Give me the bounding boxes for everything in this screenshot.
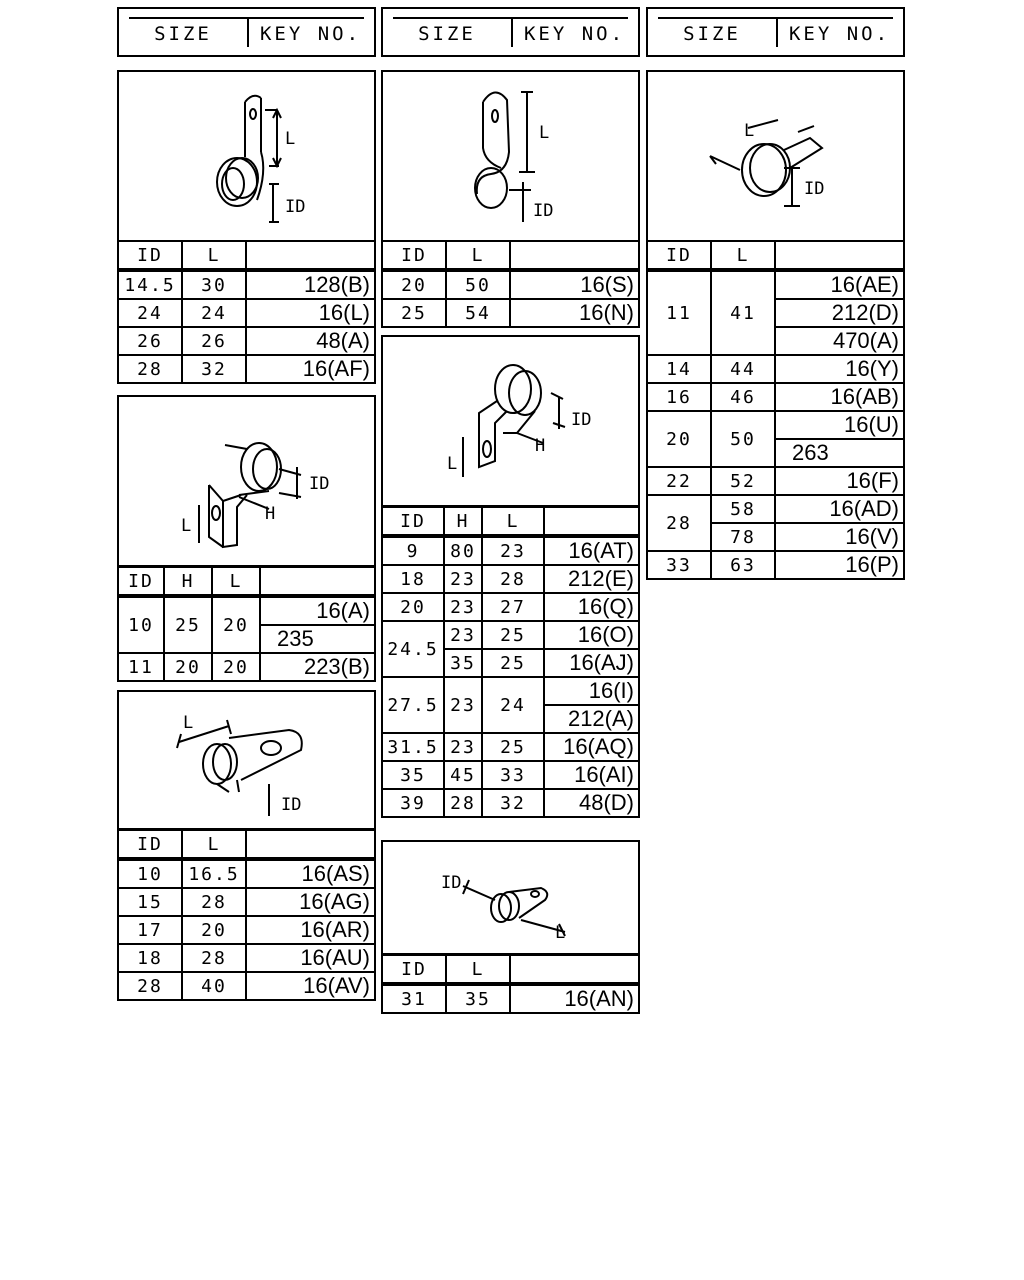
table-cell: 128(B) [246, 270, 375, 299]
size-header: SIZE [154, 23, 212, 45]
dim-l-label: L [183, 713, 194, 733]
column-header [510, 241, 639, 270]
key-no-header: KEY NO. [523, 23, 626, 45]
table-row [382, 984, 639, 1013]
table-cell: 16(AJ) [544, 649, 639, 677]
dim-id-label: ID [533, 201, 554, 221]
table-cell: 24 [118, 299, 182, 327]
table-cell: 58 [711, 495, 775, 523]
table-row [118, 859, 375, 888]
table-row [382, 761, 639, 789]
table-cell: 16(Y) [775, 355, 904, 383]
dim-id-label: ID [571, 410, 592, 430]
table-cell: 28 [118, 355, 182, 383]
col-id: ID [118, 241, 182, 270]
clamp-figure-4 [381, 70, 640, 242]
cushion-clamp-drawing [119, 692, 378, 832]
table-cell: 16 [647, 383, 711, 411]
clamp-figure-7 [646, 70, 905, 242]
key-no-header: KEY NO. [788, 23, 891, 45]
dim-l-label: L [181, 516, 192, 536]
table-cell: 16(AN) [510, 984, 639, 1013]
dim-l-label: L [744, 121, 755, 141]
table-cell: 16.5 [182, 859, 246, 888]
table-cell: 40 [182, 972, 246, 1000]
table-cell: 18 [382, 565, 444, 593]
table-cell: 23 [444, 677, 482, 733]
table-row [647, 551, 904, 579]
header-col-3 [646, 7, 905, 57]
table-row [647, 495, 904, 523]
table-cell: 16(P) [775, 551, 904, 579]
dim-l-label: L [285, 129, 296, 149]
table-row [118, 944, 375, 972]
column-header: ID [118, 830, 182, 859]
column-header [246, 830, 375, 859]
key-no-header: KEY NO. [259, 23, 362, 45]
table-row [118, 972, 375, 1000]
small-loop-clamp-drawing [383, 842, 642, 957]
table-cell: 223(B) [260, 653, 375, 681]
table-cell: 16(AR) [246, 916, 375, 944]
table-cell: 10 [118, 859, 182, 888]
table-row [382, 733, 639, 761]
table-cell: 46 [711, 383, 775, 411]
dim-l-label: L [447, 454, 458, 474]
table-row [118, 355, 375, 383]
table-cell: 31.5 [382, 733, 444, 761]
table-cell: 33 [647, 551, 711, 579]
column-header: ID [382, 955, 446, 984]
table-cell: 11 [118, 653, 164, 681]
table-cell: 212(D) [775, 299, 904, 327]
column-header [246, 241, 375, 270]
table-cell: 35 [382, 761, 444, 789]
dim-h-label: H [265, 504, 276, 524]
table-row [647, 270, 904, 299]
table-cell: 20 [212, 596, 260, 653]
table-cell: 25 [382, 299, 446, 327]
p-clamp-drawing [383, 72, 642, 244]
table-cell: 17 [118, 916, 182, 944]
table-cell: 16(O) [544, 621, 639, 649]
table-cell: 16(AD) [775, 495, 904, 523]
table-row [118, 270, 375, 299]
table-cell: 44 [711, 355, 775, 383]
clamp-figure-2 [117, 395, 376, 567]
table-cell: 16(AI) [544, 761, 639, 789]
column-header [544, 507, 639, 536]
table-cell: 16(Q) [544, 593, 639, 621]
table-cell: 16(U) [775, 411, 904, 439]
dim-id-label: ID [441, 873, 462, 893]
table-cell: 22 [647, 467, 711, 495]
table-cell: 26 [182, 327, 246, 355]
table-cell: 15 [118, 888, 182, 916]
table-cell: 35 [444, 649, 482, 677]
column-header [510, 955, 639, 984]
table-cell: 16(AQ) [544, 733, 639, 761]
table-cell: 10 [118, 596, 164, 653]
table-row [382, 270, 639, 299]
table-row [647, 467, 904, 495]
clamp-figure-6 [381, 840, 640, 955]
table-cell: 212(A) [544, 705, 639, 733]
column-header: H [444, 507, 482, 536]
table-cell: 212(E) [544, 565, 639, 593]
table-cell: 63 [711, 551, 775, 579]
table-row [382, 621, 639, 649]
table-cell: 16(N) [510, 299, 639, 327]
table-cell: 45 [444, 761, 482, 789]
table-cell: 32 [182, 355, 246, 383]
table-cell: 16(AS) [246, 859, 375, 888]
column-header [260, 567, 375, 596]
table-cell: 50 [711, 411, 775, 467]
table-cell: 23 [444, 621, 482, 649]
table-cell: 20 [647, 411, 711, 467]
table-cell: 48(A) [246, 327, 375, 355]
table-row [118, 916, 375, 944]
column-header: H [164, 567, 212, 596]
offset-clamp-drawing [119, 397, 378, 569]
table-cell: 235 [260, 625, 375, 653]
column-header: L [182, 830, 246, 859]
size-header: SIZE [418, 23, 476, 45]
table-cell: 48(D) [544, 789, 639, 817]
table-cell: 20 [382, 270, 446, 299]
column-header: L [212, 567, 260, 596]
header-col-2 [381, 7, 640, 57]
table-row [118, 653, 375, 681]
dim-id-label: ID [281, 795, 302, 815]
table-cell: 470(A) [775, 327, 904, 355]
size-table-6 [381, 954, 640, 1014]
table-row [647, 411, 904, 439]
loop-clamp-drawing [119, 72, 378, 244]
table-cell: 20 [182, 916, 246, 944]
table-row [382, 677, 639, 705]
table-cell: 16(AE) [775, 270, 904, 299]
column-header: L [446, 955, 510, 984]
size-header: SIZE [683, 23, 741, 45]
header-col-1 [117, 7, 376, 57]
table-row [382, 789, 639, 817]
table-row [382, 565, 639, 593]
table-cell: 16(AU) [246, 944, 375, 972]
clamp-figure-1 [117, 70, 376, 242]
table-cell: 23 [482, 536, 544, 565]
table-cell: 28 [118, 972, 182, 1000]
table-cell: 16(A) [260, 596, 375, 625]
column-header: L [482, 507, 544, 536]
table-row [382, 536, 639, 565]
size-table-3 [117, 829, 376, 1001]
column-header: ID [118, 567, 164, 596]
table-cell: 30 [182, 270, 246, 299]
table-cell: 50 [446, 270, 510, 299]
table-cell: 24 [182, 299, 246, 327]
size-table-7 [646, 240, 905, 580]
clamp-figure-5 [381, 335, 640, 507]
table-cell: 16(F) [775, 467, 904, 495]
column-header: ID [382, 507, 444, 536]
table-cell: 28 [444, 789, 482, 817]
table-cell: 16(AG) [246, 888, 375, 916]
table-cell: 20 [382, 593, 444, 621]
table-cell: 32 [482, 789, 544, 817]
table-cell: 28 [182, 888, 246, 916]
size-table-2 [117, 566, 376, 682]
table-cell: 25 [482, 621, 544, 649]
table-cell: 16(V) [775, 523, 904, 551]
table-cell: 24.5 [382, 621, 444, 677]
table-cell: 23 [444, 733, 482, 761]
table-cell: 16(I) [544, 677, 639, 705]
table-row [647, 383, 904, 411]
table-cell: 80 [444, 536, 482, 565]
table-cell: 33 [482, 761, 544, 789]
table-cell: 39 [382, 789, 444, 817]
column-header [775, 241, 904, 270]
column-header: L [446, 241, 510, 270]
dim-id-label: ID [804, 179, 825, 199]
col-l: L [182, 241, 246, 270]
table-cell: 27.5 [382, 677, 444, 733]
table-cell: 16(AV) [246, 972, 375, 1000]
size-table-5 [381, 506, 640, 818]
table-row [647, 355, 904, 383]
size-table-1 [117, 240, 376, 384]
table-cell: 16(AF) [246, 355, 375, 383]
table-cell: 31 [382, 984, 446, 1013]
dim-l-label: L [539, 123, 550, 143]
table-cell: 23 [444, 593, 482, 621]
column-header: ID [647, 241, 711, 270]
size-table-4 [381, 240, 640, 328]
table-cell: 27 [482, 593, 544, 621]
table-row [118, 327, 375, 355]
dim-id-label: ID [285, 197, 306, 217]
table-cell: 41 [711, 270, 775, 355]
column-header: L [711, 241, 775, 270]
table-row [118, 596, 375, 625]
table-cell: 16(AT) [544, 536, 639, 565]
double-bend-clamp-drawing [383, 337, 642, 509]
table-row [118, 299, 375, 327]
table-cell: 26 [118, 327, 182, 355]
table-cell: 20 [212, 653, 260, 681]
table-cell: 263 [775, 439, 904, 467]
table-cell: 28 [647, 495, 711, 551]
band-clamp-drawing [648, 72, 907, 244]
table-row [382, 593, 639, 621]
table-cell: 52 [711, 467, 775, 495]
table-cell: 18 [118, 944, 182, 972]
table-cell: 9 [382, 536, 444, 565]
table-cell: 28 [482, 565, 544, 593]
dim-h-label: H [535, 436, 546, 456]
table-cell: 78 [711, 523, 775, 551]
table-cell: 16(S) [510, 270, 639, 299]
table-cell: 25 [482, 649, 544, 677]
table-cell: 23 [444, 565, 482, 593]
table-cell: 25 [164, 596, 212, 653]
table-cell: 16(L) [246, 299, 375, 327]
column-header: ID [382, 241, 446, 270]
table-cell: 16(AB) [775, 383, 904, 411]
table-cell: 54 [446, 299, 510, 327]
dim-id-label: ID [309, 474, 330, 494]
table-cell: 28 [182, 944, 246, 972]
table-cell: 35 [446, 984, 510, 1013]
table-cell: 20 [164, 653, 212, 681]
dim-l-label: L [555, 923, 566, 943]
table-cell: 14.5 [118, 270, 182, 299]
table-row [118, 888, 375, 916]
table-cell: 11 [647, 270, 711, 355]
table-row [382, 299, 639, 327]
table-cell: 25 [482, 733, 544, 761]
clamp-figure-3 [117, 690, 376, 830]
table-cell: 24 [482, 677, 544, 733]
table-cell: 14 [647, 355, 711, 383]
